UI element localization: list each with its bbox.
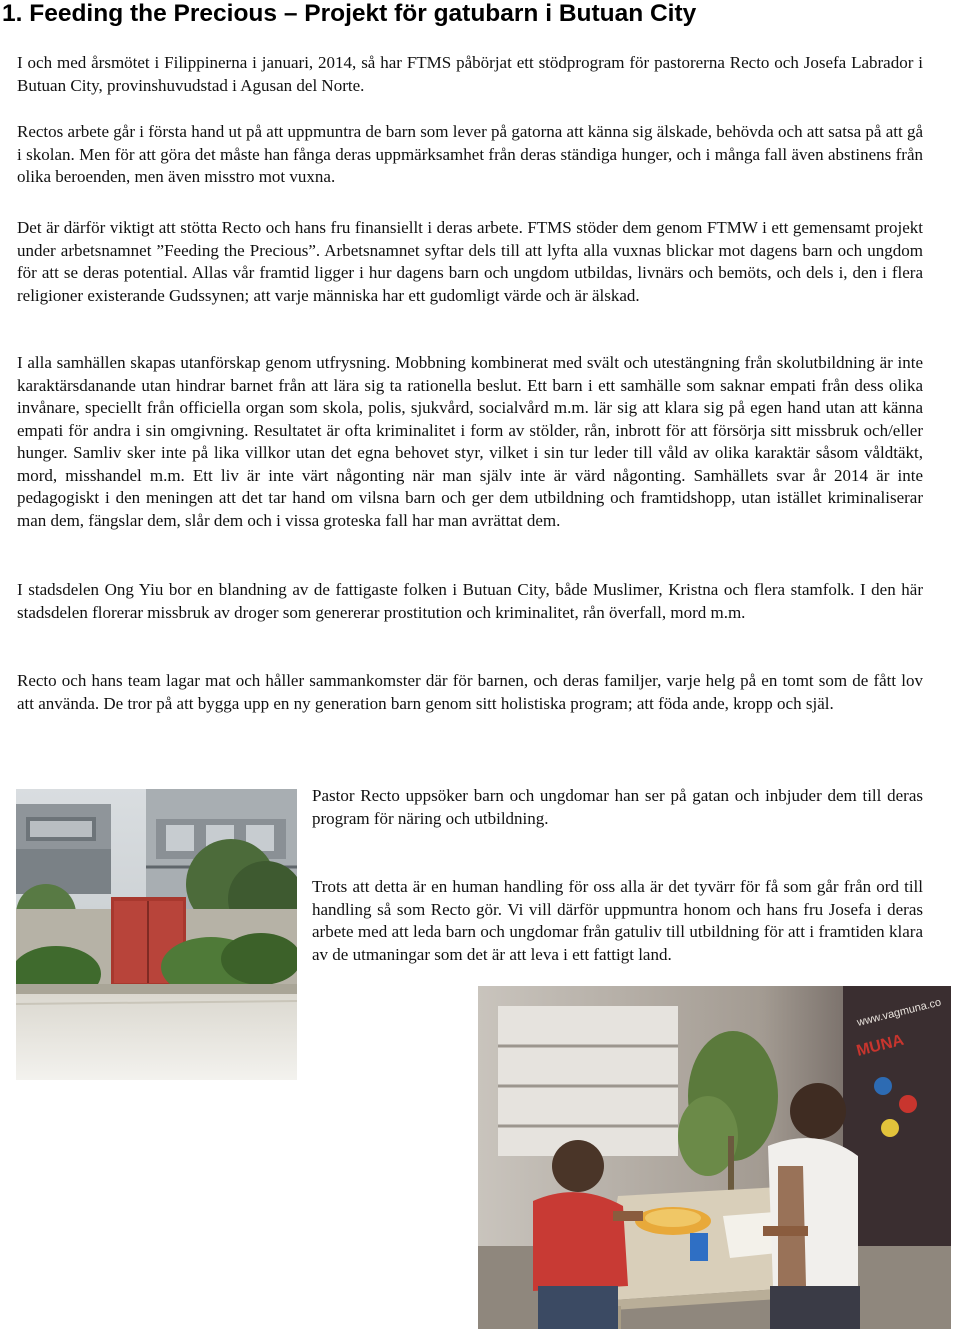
paragraph-intro: I och med årsmötet i Filippinerna i januari, 2014, så har FTMS påbörjat ett stödprogram för pastorerna Recto och Josefa Labrador i Butuan City, provinshuvudstad i Agusan del Norte. bbox=[17, 53, 923, 95]
page-title: 1. Feeding the Precious – Projekt för gatubarn i Butuan City bbox=[2, 0, 697, 27]
photo-sign-text: MUNA bbox=[854, 1031, 906, 1060]
paragraph-rectos-work: Rectos arbete går i första hand ut på att uppmuntra de barn som lever på gatorna att känna sig älskade, behövda och att satsa på att gå i skolan. Men för att göra det måste han fånga deras uppmärksamhet från deras ständiga hunger, och i många fall även abstinens från olika beroenden, men även misstro mot vuxna. bbox=[17, 122, 923, 186]
photo-banner-text: www.vagmuna.co bbox=[855, 996, 943, 1029]
teaching-photo bbox=[478, 986, 951, 1329]
paragraph-exclusion: I alla samhällen skapas utanförskap genom utfrysning. Mobbning kombinerat med svält och utestängning från skolutbildning är inte karaktärsdanande utan hindrar barnet från att lära sig ta rationella beslut. Ett barn i ett samhälle som saknar empati från dess olika invånare, speciellt från officiella organ som skola, polis, sjukvård, socialvård m.m. lär sig att klara sig på egen hand utan att känna empati för andra i sin omgivning. Resultatet är ofta kriminalitet i form av stölder, rån, inbrott för att försörja sitt missbruk och/eller hunger. Samliv sker inte på lika villkor utan det egna behovet styr, vilket i sin tur leder till våld av olika karaktär såsom våldtäkt, mord, misshandel m.m. Ett liv är inte värt någonting när man själv inte är värd någonting. Samhällets svar år 2014 är inte pedagogiskt i den meningen att det tar hand om vilsna barn och ger dem utbildning och framtidshopp, utan istället kriminaliserar man dem, fängslar dem, slår dem och i vissa groteska fall har man avrättat dem. bbox=[17, 353, 923, 530]
caption-encouragement: Trots att detta är en human handling för oss alla är det tyvärr för få som går från ord till handling så som Recto gör. Vi vill därför uppmuntra honom och hans fru Josefa i deras arbete med att leda barn och ungdomar från gatuliv till utbildning för att i framtiden klara av de utmaningar som det är att leva i ett fattigt land. bbox=[312, 877, 923, 964]
paragraph-support: Det är därför viktigt att stötta Recto och hans fru finansiellt i deras arbete. FTMS stöder dem genom FTMW i ett gemensamt projekt under arbetsnamnet ”Feeding the Precious”. Arbetsnamnet syftar dels till att lyfta alla vuxnas blickar mot dagens barn och ungdom för att se deras potential. Allas vår framtid ligger i hur dagens barn och ungdom utbildas, livnärs och bemöts, och dels i, den i flera religioner existerande Gudssynen; att varje människa har ett gudomligt värde och är älskad. bbox=[17, 218, 923, 305]
caption-pastor-recto: Pastor Recto uppsöker barn och ungdomar han ser på gatan och inbjuder dem till deras program för näring och utbildning. bbox=[312, 786, 923, 828]
paragraph-ong-yiu: I stadsdelen Ong Yiu bor en blandning av de fattigaste folken i Butuan City, både Muslimer, Kristna och flera stamfolk. I den här stadsdelen florerar missbruk av droger som genererar prostitution och kriminalitet, rån överfall, mord m.m. bbox=[17, 580, 923, 622]
street-gate-photo bbox=[16, 789, 297, 1080]
paragraph-team: Recto och hans team lagar mat och håller sammankomster där för barnen, och deras familjer, varje helg på en tomt som de fått lov att använda. De tror på att bygga upp en ny generation barn genom sitt holistiska program; att föda ande, kropp och själ. bbox=[17, 671, 923, 713]
